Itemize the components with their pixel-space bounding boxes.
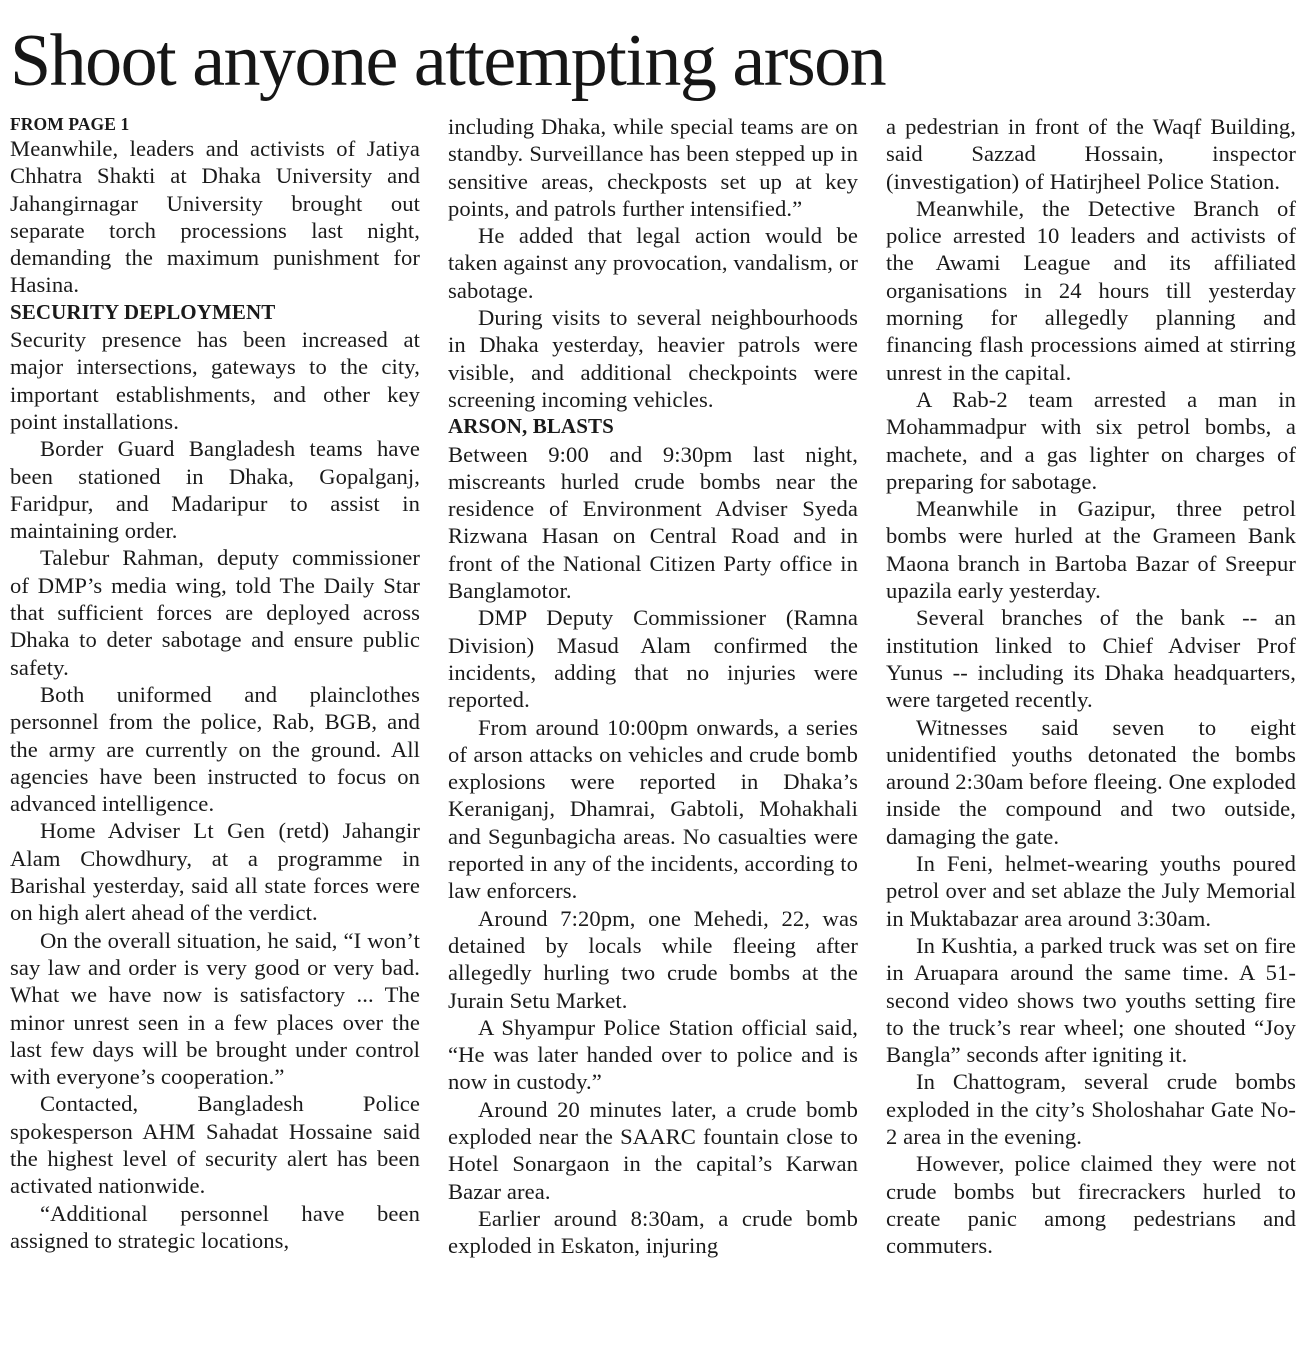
- paragraph: From around 10:00pm onwards, a series of arson attacks on vehicles and crude bomb explosions were reported in Dhaka’s Keraniganj, Dhamrai, Gabtoli, Mohakhali and Segunbagicha areas. No casualties were reported in any of the incidents, according to law enforcers.: [448, 714, 858, 904]
- paragraph: “Additional personnel have been assigned to strategic locations,: [10, 1200, 420, 1253]
- paragraph: Both uniformed and plainclothes personnel from the police, Rab, BGB, and the army are currently on the ground. All agencies have been instructed to focus on advanced intelligence.: [10, 681, 420, 817]
- paragraph: Talebur Rahman, deputy commissioner of DMP’s media wing, told The Daily Star that sufficient forces are deployed across Dhaka to deter sabotage and ensure public safety.: [10, 545, 420, 680]
- column-3: [886, 113, 1296, 1353]
- column-2: [448, 113, 858, 1353]
- paragraph: During visits to several neighbourhoods in Dhaka yesterday, heavier patrols were visible, and additional checkpoints were screening incoming vehicles.: [448, 305, 858, 412]
- paragraph: Witnesses said seven to eight unidentified youths detonated the bombs around 2:30am before fleeing. One exploded inside the compound and two outside, damaging the gate.: [886, 714, 1296, 849]
- paragraph: A Shyampur Police Station official said, “He was later handed over to police and is now in custody.”: [448, 1014, 858, 1095]
- paragraph: Border Guard Bangladesh teams have been stationed in Dhaka, Gopalganj, Faridpur, and Madaripur to assist in maintaining order.: [10, 436, 420, 544]
- paragraph-continued: a pedestrian in front of the Waqf Building, said Sazzad Hossain, inspector (investigation) of Hatirjheel Police Station.: [886, 114, 1296, 194]
- paragraph: In Kushtia, a parked truck was set on fire in Aruapara around the same time. A 51-second video shows two youths setting fire to the truck’s rear wheel; one shouted “Joy Bangla” seconds after igniting it.: [886, 932, 1296, 1068]
- paragraph: A Rab-2 team arrested a man in Mohammadpur with six petrol bombs, a machete, and a gas lighter on charges of preparing for sabotage.: [886, 386, 1296, 494]
- paragraph: On the overall situation, he said, “I won’t say law and order is very good or very bad. What we have now is satisfactory ... The minor unrest seen in a few places over the last few days will be brought under control with everyone’s cooperation.”: [10, 927, 420, 1090]
- subhead-arson-blasts: ARSON, BLASTS: [448, 414, 614, 439]
- paragraph: In Feni, helmet-wearing youths poured petrol over and set ablaze the July Memorial in Muktabazar area around 3:30am.: [886, 851, 1296, 931]
- kicker-from-page-1: FROM PAGE 1: [10, 114, 130, 134]
- paragraph: Around 20 minutes later, a crude bomb exploded near the SAARC fountain close to Hotel Sonargaon in the capital’s Karwan Bazar area.: [448, 1096, 858, 1204]
- paragraph: Security presence has been increased at major intersections, gateways to the city, important establishments, and other key point installations.: [10, 327, 420, 434]
- paragraph: However, police claimed they were not crude bombs but firecrackers hurled to create panic among pedestrians and commuters.: [886, 1151, 1296, 1259]
- paragraph: He added that legal action would be taken against any provocation, vandalism, or sabotage.: [448, 223, 858, 303]
- paragraph: In Chattogram, several crude bombs exploded in the city’s Sholoshahar Gate No-2 area in the evening.: [886, 1069, 1296, 1149]
- headline: Shoot anyone attempting arson: [10, 20, 886, 102]
- paragraph: Around 7:20pm, one Mehedi, 22, was detained by locals while fleeing after allegedly hurling two crude bombs at the Jurain Setu Market.: [448, 905, 858, 1013]
- paragraph: Between 9:00 and 9:30pm last night, miscreants hurled crude bombs near the residence of Environment Adviser Syeda Rizwana Hasan on Central Road and in front of the National Citizen Party office in Banglamotor.: [448, 441, 858, 604]
- paragraph-continued: including Dhaka, while special teams are on standby. Surveillance has been stepped up in sensitive areas, checkposts set up at key points, and patrols further intensified.”: [448, 114, 858, 221]
- subhead-security-deployment: SECURITY DEPLOYMENT: [10, 299, 276, 324]
- paragraph: Several branches of the bank -- an institution linked to Chief Adviser Prof Yunus -- including its Dhaka headquarters, were targeted recently.: [886, 605, 1296, 713]
- paragraph: Meanwhile in Gazipur, three petrol bombs were hurled at the Grameen Bank Maona branch in Bartoba Bazar of Sreepur upazila early yesterday.: [886, 496, 1296, 604]
- paragraph: Meanwhile, leaders and activists of Jatiya Chhatra Shakti at Dhaka University and Jahangirnagar University brought out separate torch processions last night, demanding the maximum punishment for Hasina.: [10, 136, 420, 298]
- paragraph: DMP Deputy Commissioner (Ramna Division) Masud Alam confirmed the incidents, adding that no injuries were reported.: [448, 605, 858, 713]
- paragraph: Meanwhile, the Detective Branch of police arrested 10 leaders and activists of the Awami League and its affiliated organisations in 24 hours till yesterday morning for allegedly planning and financing flash processions aimed at stirring unrest in the capital.: [886, 195, 1296, 385]
- paragraph: Earlier around 8:30am, a crude bomb exploded in Eskaton, injuring: [448, 1205, 858, 1259]
- paragraph: Contacted, Bangladesh Police spokesperson AHM Sahadat Hossaine said the highest level of security alert has been activated nationwide.: [10, 1091, 420, 1199]
- paragraph: Home Adviser Lt Gen (retd) Jahangir Alam Chowdhury, at a programme in Barishal yesterday, said all state forces were on high alert ahead of the verdict.: [10, 818, 420, 926]
- column-1: [10, 113, 420, 1353]
